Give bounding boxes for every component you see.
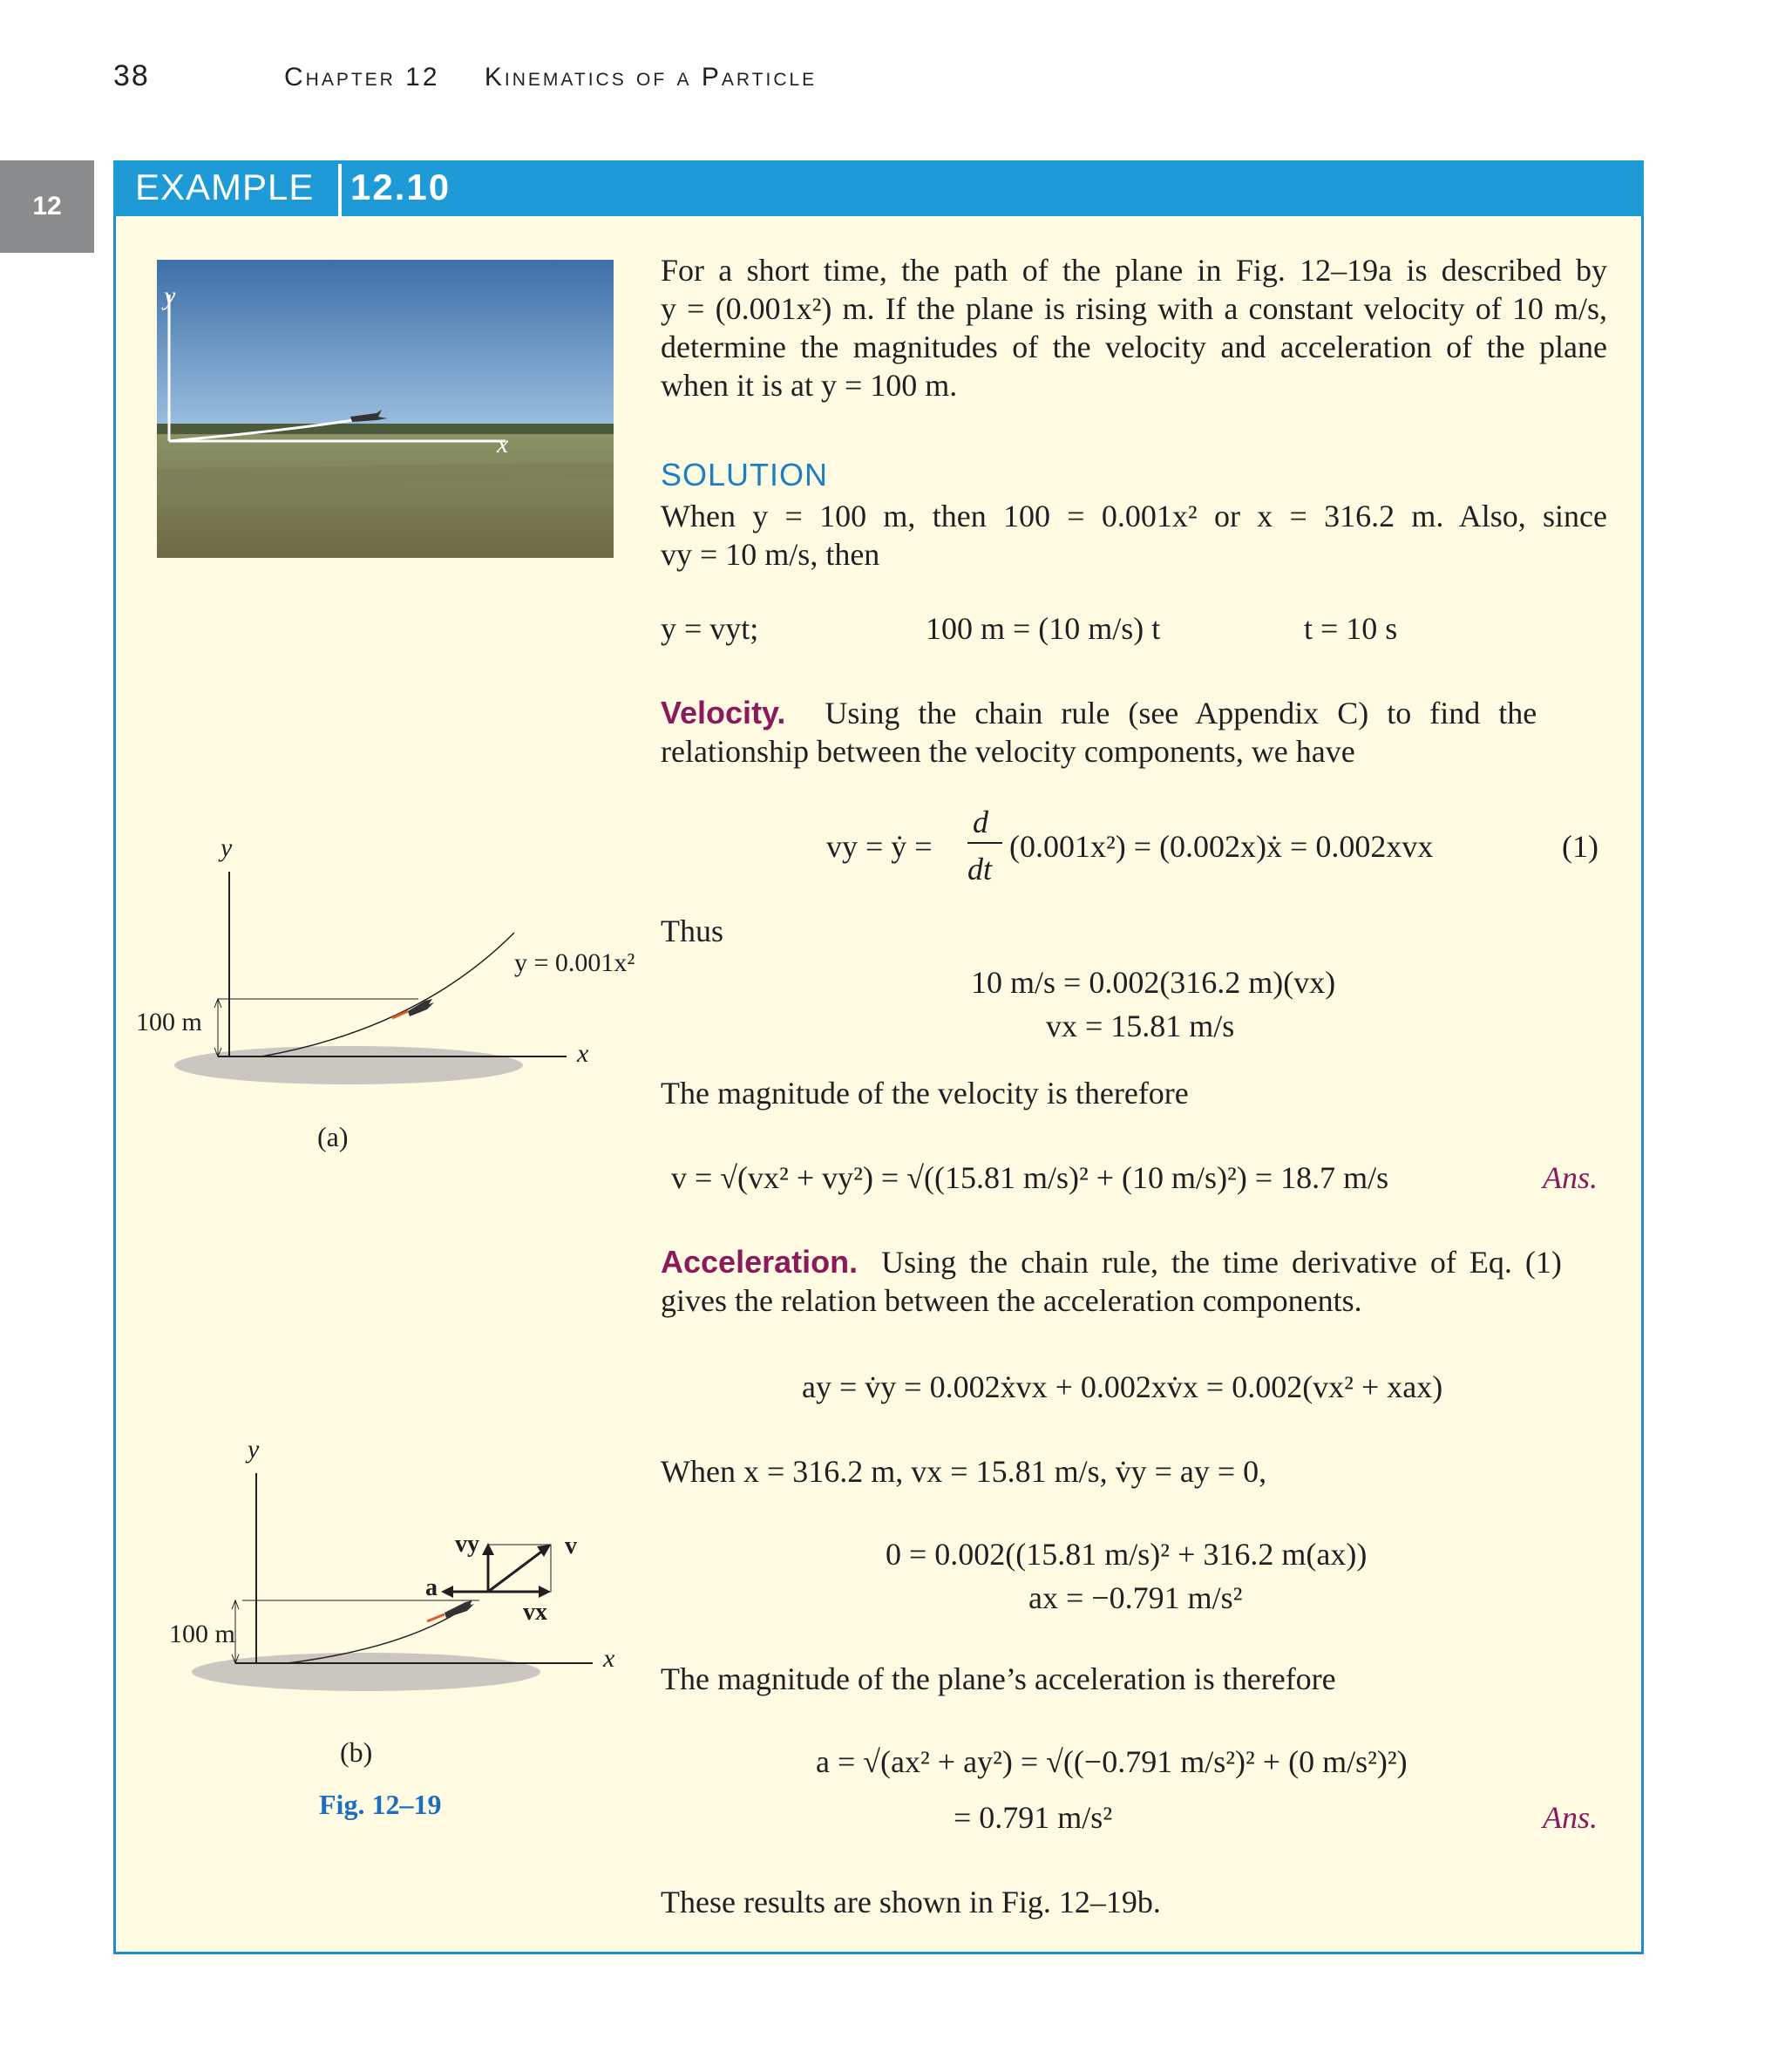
eq1-dt: dt xyxy=(967,852,993,887)
problem-line-2: y = (0.001x²) m. If the plane is rising with a constant velocity of 10 m/s, xyxy=(661,291,1607,326)
fig-a-curve-label: y = 0.001x² xyxy=(514,948,635,977)
example-number: 12.10 xyxy=(350,166,451,207)
example-header-bar xyxy=(113,160,1644,216)
plane-photo xyxy=(157,260,614,558)
velocity-lead: Velocity. xyxy=(661,695,786,730)
eq1-d: d xyxy=(973,805,988,839)
eq-time-a: y = vyt; xyxy=(661,611,759,646)
eq1-left: vy = ẏ = xyxy=(826,829,933,864)
acceleration-lead: Acceleration. xyxy=(661,1244,859,1280)
eq1-fraction-bar xyxy=(967,842,1002,844)
plane-photo-graphic xyxy=(157,260,614,558)
fig-b-label: (b) xyxy=(340,1736,373,1768)
problem-line-3: determine the magnitudes of the velocity and acceleration of the plane xyxy=(661,329,1607,364)
solution-heading: SOLUTION xyxy=(661,457,829,493)
acceleration-magnitude-text: The magnitude of the plane’s acceleration is therefore xyxy=(661,1661,1336,1696)
chapter-title: Kinematics of a Particle xyxy=(484,63,818,92)
acceleration-line-2: gives the relation between the acceleration components. xyxy=(661,1283,1362,1318)
eq3b: ax = −0.791 m/s² xyxy=(1028,1580,1243,1615)
eq1-right: (0.001x²) = (0.002x)ẋ = 0.002xvx xyxy=(1009,829,1434,864)
running-head xyxy=(284,63,852,92)
eq-acceleration-relation: ay = v̇y = 0.002ẋvx + 0.002xv̇x = 0.002(vx² + xax) xyxy=(802,1369,1443,1404)
eq-acceleration-magnitude: a = √(ax² + ay²) = √((−0.791 m/s²)² + (0 m/s²)²) xyxy=(816,1744,1408,1779)
answer-2: Ans. xyxy=(1543,1800,1598,1835)
page-number: 38 xyxy=(113,59,150,92)
fig-a-x-label: x xyxy=(577,1039,589,1068)
eq3a: 0 = 0.002((15.81 m/s)² + 316.2 m(ax)) xyxy=(886,1537,1368,1572)
figure-b-diagram xyxy=(148,1447,654,1709)
example-label: EXAMPLE xyxy=(135,166,315,207)
eq-velocity-magnitude: v = √(vx² + vy²) = √((15.81 m/s)² + (10 m/s)²) = 18.7 m/s xyxy=(671,1160,1389,1195)
fig-a-y-label: y xyxy=(221,833,233,862)
eq1-tag: (1) xyxy=(1562,829,1598,864)
fig-b-x-label: x xyxy=(603,1644,615,1673)
closing-text: These results are shown in Fig. 12–19b. xyxy=(661,1885,1161,1919)
eq2a: 10 m/s = 0.002(316.2 m)(vx) xyxy=(971,965,1336,1000)
acceleration-line-1: Using the chain rule, the time derivative of Eq. (1) xyxy=(881,1245,1562,1280)
solution-line-1: When y = 100 m, then 100 = 0.001x² or x = 316.2 m. Also, since xyxy=(661,499,1607,533)
fig-b-y-label: y xyxy=(248,1435,260,1464)
solution-line-2: vy = 10 m/s, then xyxy=(661,537,880,572)
fig-b-a-label: a xyxy=(425,1574,438,1601)
photo-x-label: x xyxy=(497,430,509,459)
velocity-line-2: relationship between the velocity components, we have xyxy=(661,734,1355,769)
eq2b: vx = 15.81 m/s xyxy=(1046,1009,1235,1043)
answer-1: Ans. xyxy=(1543,1160,1598,1195)
problem-line-4: when it is at y = 100 m. xyxy=(661,368,958,403)
figure-b-graphic xyxy=(148,1447,654,1709)
velocity-paragraph-1 xyxy=(661,694,1607,732)
thus-text: Thus xyxy=(661,914,723,948)
velocity-magnitude-text: The magnitude of the velocity is therefore xyxy=(661,1076,1189,1111)
chapter-side-tab: 12 xyxy=(0,160,94,253)
eq-acceleration-magnitude-result: = 0.791 m/s² xyxy=(954,1800,1113,1835)
fig-a-label: (a) xyxy=(317,1121,349,1152)
fig-b-vy-label: vy xyxy=(455,1531,479,1558)
eq-time-b: 100 m = (10 m/s) t xyxy=(926,611,1161,646)
figure-caption: Fig. 12–19 xyxy=(319,1789,442,1820)
eq-time-c: t = 10 s xyxy=(1304,611,1398,646)
velocity-line-1: Using the chain rule (see Appendix C) to find the xyxy=(825,696,1537,730)
fig-b-height-label: 100 m xyxy=(169,1620,235,1648)
photo-y-label: y xyxy=(164,282,176,310)
problem-line-1: For a short time, the path of the plane in Fig. 12–19a is described by xyxy=(661,253,1607,288)
example-divider xyxy=(338,164,342,218)
fig-a-height-label: 100 m xyxy=(136,1008,202,1036)
when-line: When x = 316.2 m, vx = 15.81 m/s, v̇y = ay = 0, xyxy=(661,1454,1267,1489)
fig-b-v-label: v xyxy=(565,1532,577,1559)
acceleration-paragraph-1 xyxy=(661,1243,1607,1281)
chapter-label: Chapter 12 xyxy=(284,63,440,92)
fig-b-vx-label: vx xyxy=(523,1599,547,1626)
